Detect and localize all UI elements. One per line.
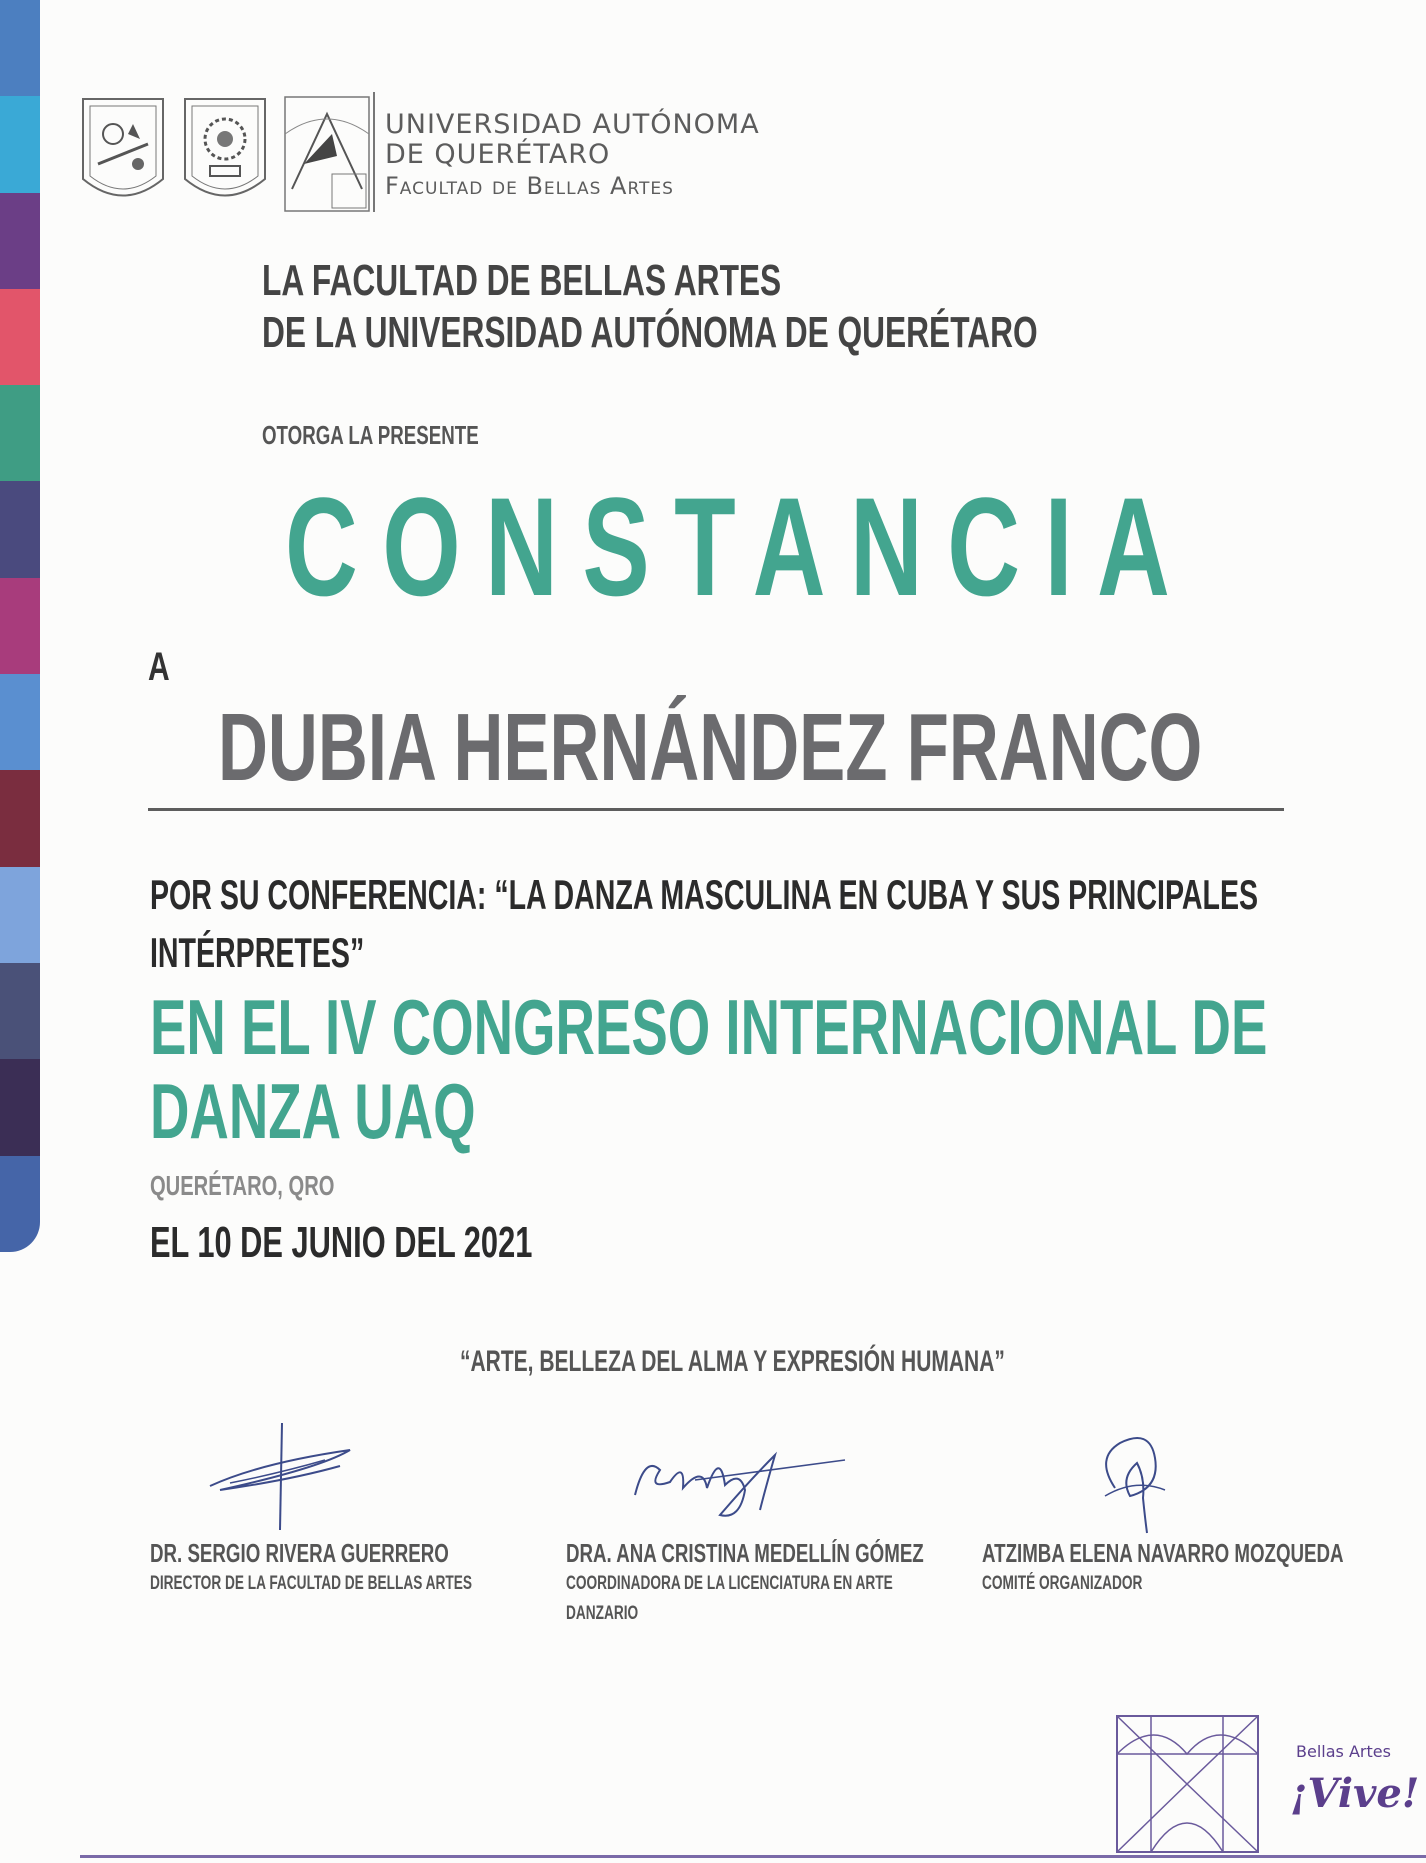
certificate-title: CONSTANCIA xyxy=(285,468,1195,625)
stripe-segment xyxy=(0,385,40,481)
signatory-role: COORDINADORA DE LA LICENCIATURA EN ARTE xyxy=(566,1573,893,1594)
stripe-segment xyxy=(0,1156,40,1252)
recipient-underline xyxy=(148,808,1284,811)
reason-line1: POR SU CONFERENCIA: “LA DANZA MASCULINA EN CUBA Y SUS PRINCIPALES xyxy=(150,871,1259,918)
stripe-segment xyxy=(0,289,40,385)
issuer-line1: LA FACULTAD DE BELLAS ARTES xyxy=(262,256,782,305)
event-line1: EN EL IV CONGRESO INTERNACIONAL DE xyxy=(150,983,1268,1071)
faculty-line: Facultad de Bellas Artes xyxy=(385,172,674,200)
stripe-segment xyxy=(0,674,40,770)
signatory-1 xyxy=(150,1538,597,1599)
recipient-name: DUBIA HERNÁNDEZ FRANCO xyxy=(218,694,1203,801)
stripe-segment xyxy=(0,963,40,1059)
bellas-artes-vive-logo-icon xyxy=(1115,1714,1260,1854)
header-divider xyxy=(373,92,375,212)
stripe-segment xyxy=(0,96,40,192)
city: QUERÉTARO, QRO xyxy=(150,1170,335,1201)
header-logos xyxy=(78,90,384,218)
uaq-seal-icon xyxy=(78,94,168,214)
signature-2 xyxy=(625,1430,855,1530)
event-line2: DANZA UAQ xyxy=(150,1067,476,1155)
stripe-segment xyxy=(0,0,40,96)
signatory-3 xyxy=(982,1538,1426,1599)
university-name xyxy=(385,110,760,202)
stripe-segment xyxy=(0,578,40,674)
issue-date: EL 10 DE JUNIO DEL 2021 xyxy=(150,1218,533,1267)
bellas-artes-a-logo-icon xyxy=(282,94,372,214)
grants-text: OTORGA LA PRESENTE xyxy=(262,420,479,450)
university-line1: UNIVERSIDAD AUTÓNOMA xyxy=(385,109,760,140)
bottom-rule xyxy=(80,1855,1426,1858)
conference-reason xyxy=(150,866,1258,982)
to-label: A xyxy=(148,645,170,689)
stripe-segment xyxy=(0,193,40,289)
signatory-role: DIRECTOR DE LA FACULTAD DE BELLAS ARTES xyxy=(150,1573,472,1594)
stripe-segment xyxy=(0,481,40,577)
fba-seal-icon xyxy=(180,94,270,214)
signatory-role-line2: DANZARIO xyxy=(566,1603,639,1624)
signatory-name: DRA. ANA CRISTINA MEDELLÍN GÓMEZ xyxy=(566,1538,924,1568)
signature-1 xyxy=(200,1418,370,1538)
decorative-color-stripe xyxy=(0,0,40,1252)
issuer-line2: DE LA UNIVERSIDAD AUTÓNOMA DE QUERÉTARO xyxy=(262,308,1038,357)
issuer-heading xyxy=(262,255,1038,359)
signatory-name: DR. SERGIO RIVERA GUERRERO xyxy=(150,1538,449,1568)
stripe-segment xyxy=(0,867,40,963)
brand-vive-text: ¡Vive! xyxy=(1290,1770,1420,1817)
stripe-segment xyxy=(0,1059,40,1155)
signature-3 xyxy=(1075,1418,1185,1538)
signatory-role: COMITÉ ORGANIZADOR xyxy=(982,1573,1143,1594)
stripe-segment xyxy=(0,770,40,866)
brand-small-text: Bellas Artes xyxy=(1296,1742,1391,1761)
reason-line2: INTÉRPRETES” xyxy=(150,929,365,976)
event-name xyxy=(150,985,1267,1153)
signatory-name: ATZIMBA ELENA NAVARRO MOZQUEDA xyxy=(982,1538,1344,1568)
university-line2: DE QUERÉTARO xyxy=(385,139,611,170)
motto: “ARTE, BELLEZA DEL ALMA Y EXPRESIÓN HUMANA” xyxy=(460,1345,1005,1378)
